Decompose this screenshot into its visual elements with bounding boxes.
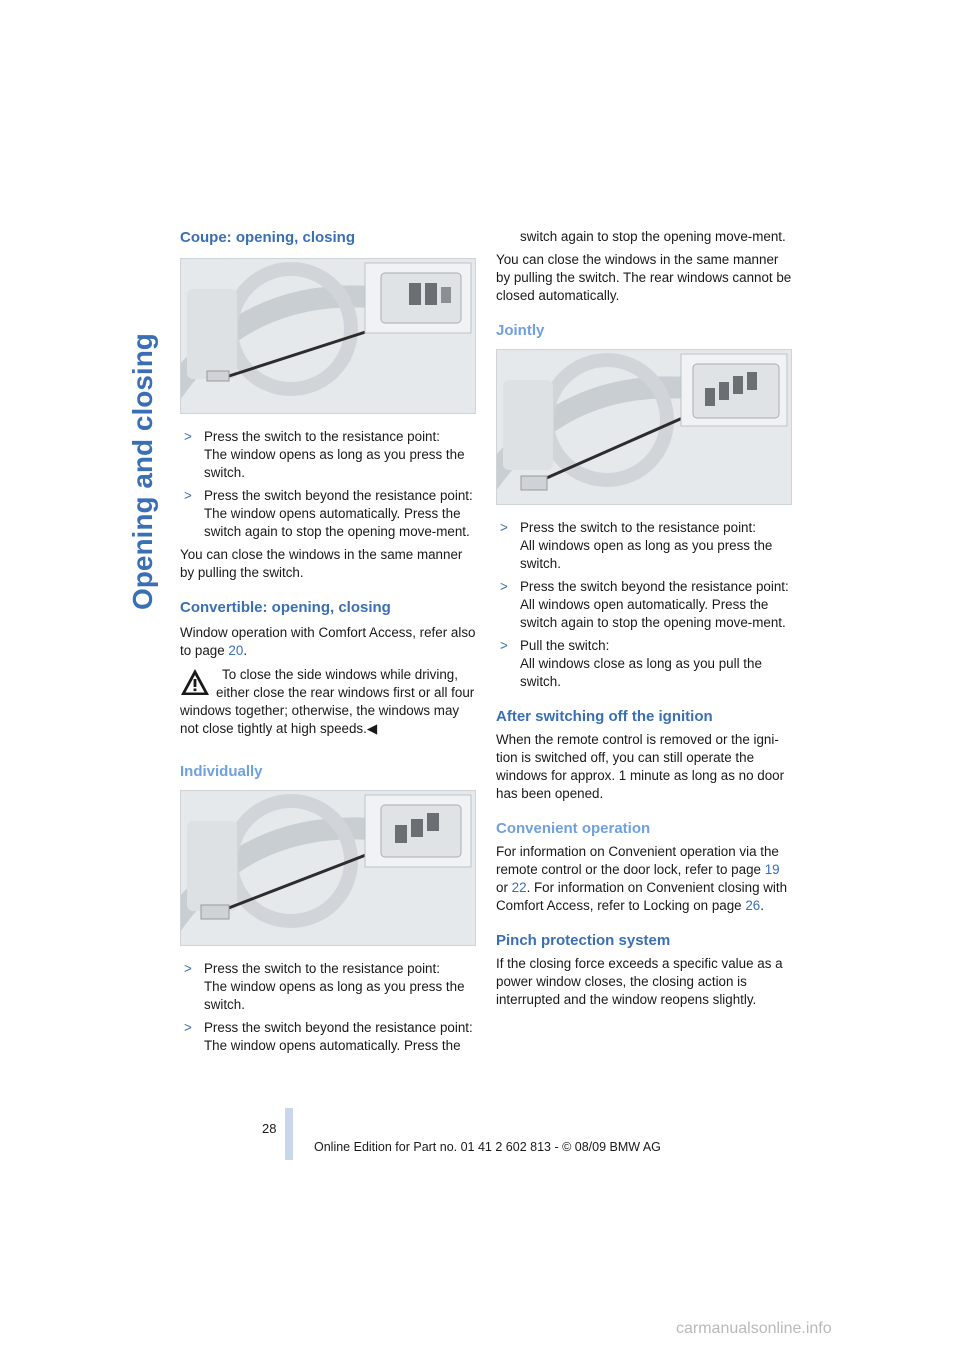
bullet-text: The window opens automatically. Press the <box>204 1038 461 1053</box>
bullet-text: All windows open automatically. Press the switch again to stop the opening move-ment. <box>520 597 786 630</box>
bullet-mark: > <box>500 579 508 594</box>
pinch-heading: Pinch protection system <box>496 932 671 949</box>
jointly-bullet-2 <box>496 578 792 632</box>
coupe-switch-figure <box>180 258 476 414</box>
ignition-text: When the remote control is removed or the igni-tion is switched off, you can still operate the windows for approx. 1 minute as long as no door has been opened. <box>496 732 785 801</box>
warning-note <box>180 666 476 738</box>
bullet-text: Press the switch to the resistance point: <box>520 520 756 535</box>
bullet-mark: > <box>184 429 192 444</box>
page-link-19[interactable]: 19 <box>764 862 780 877</box>
bullet-text: All windows close as long as you pull the switch. <box>520 656 762 689</box>
chapter-title-text: Opening and closing <box>127 333 158 610</box>
site-watermark: carmanualsonline.info <box>676 1320 832 1337</box>
individually-heading: Individually <box>180 763 263 780</box>
convenient-heading: Convenient operation <box>496 820 651 837</box>
bullet-text: The window opens as long as you press the switch. <box>204 447 465 480</box>
footer-bar <box>285 1108 293 1160</box>
convertible-heading: Convertible: opening, closing <box>180 599 391 616</box>
convenient-text-part: For information on Convenient operation via the remote control or the door lock, refer to page <box>496 844 779 877</box>
convenient-text-part: . <box>760 898 764 913</box>
individually-switch-figure <box>180 790 476 946</box>
jointly-heading: Jointly <box>496 322 545 339</box>
right-column <box>496 228 792 1009</box>
individually-bullet-2 <box>180 1019 476 1055</box>
coupe-close-text: You can close the windows in the same manner by pulling the switch. <box>180 547 463 580</box>
bullet-text: All windows open as long as you press the switch. <box>520 538 773 571</box>
bullet-text: The window opens as long as you press the switch. <box>204 979 465 1012</box>
intro-end: . <box>243 643 248 658</box>
coupe-bullet-1 <box>180 428 476 482</box>
coupe-bullet-2 <box>180 487 476 541</box>
coupe-heading: Coupe: opening, closing <box>180 229 355 246</box>
jointly-switch-figure <box>496 349 792 505</box>
page-number: 28 <box>262 1121 277 1136</box>
bullet-mark: > <box>184 1020 192 1035</box>
warning-text <box>180 666 476 738</box>
bullet-mark: > <box>500 638 508 653</box>
bullet-mark: > <box>184 961 192 976</box>
continuation-text: switch again to stop the opening move-ment. <box>520 229 786 244</box>
page-link-20[interactable]: 20 <box>228 643 244 658</box>
jointly-bullet-list <box>496 519 792 691</box>
individually-bullet-1 <box>180 960 476 1014</box>
jointly-bullet-1 <box>496 519 792 573</box>
bullet-text: Press the switch beyond the resistance point: <box>204 1020 473 1035</box>
bullet-text: Press the switch to the resistance point: <box>204 961 440 976</box>
bullet-text: Press the switch beyond the resistance point: <box>204 488 473 503</box>
convenient-text <box>496 843 792 915</box>
warning-body: To close the side windows while driving, either close the rear windows first or all four windows together; otherwise, the windows may not close tightly at high speeds. <box>180 667 475 736</box>
page-link-26[interactable]: 26 <box>745 898 761 913</box>
bullet-text: Pull the switch: <box>520 638 610 653</box>
convenient-text-part: or <box>496 880 508 895</box>
bullet-mark: > <box>500 520 508 535</box>
convertible-intro <box>180 624 476 660</box>
bullet-text: Press the switch beyond the resistance point: <box>520 579 789 594</box>
jointly-bullet-3 <box>496 637 792 691</box>
individually-bullet-list <box>180 960 476 1055</box>
intro-text: Window operation with Comfort Access, refer also to page <box>180 625 476 658</box>
edition-footer: Online Edition for Part no. 01 41 2 602 813 - © 08/09 BMW AG <box>314 1140 661 1154</box>
warning-triangle-icon <box>180 668 210 696</box>
pinch-text: If the closing force exceeds a specific value as a power window closes, the closing action is interrupted and the window reopens slightly. <box>496 956 783 1007</box>
sidebar-chapter-title <box>128 230 158 610</box>
rear-close-text: You can close the windows in the same manner by pulling the switch. The rear windows cannot be closed automatically. <box>496 252 792 303</box>
convenient-text-part: . For information on Convenient closing with Comfort Access, refer to Locking on page <box>496 880 788 913</box>
bullet-text: The window opens automatically. Press the switch again to stop the opening move-ment. <box>204 506 470 539</box>
bullet-text: Press the switch to the resistance point: <box>204 429 440 444</box>
left-column <box>180 228 476 1055</box>
coupe-bullet-list <box>180 428 476 541</box>
page-link-22[interactable]: 22 <box>511 880 527 895</box>
ignition-heading: After switching off the ignition <box>496 708 713 725</box>
end-mark: ◀ <box>366 721 378 736</box>
bullet-mark: > <box>184 488 192 503</box>
